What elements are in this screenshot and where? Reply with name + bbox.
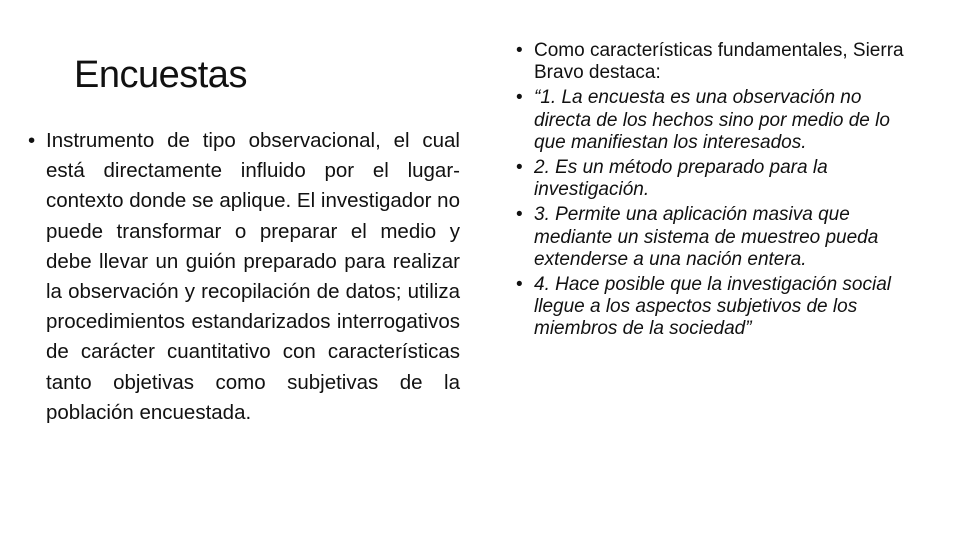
bullet-icon: • xyxy=(516,40,523,61)
right-text-column xyxy=(516,40,916,344)
slide-title: Encuestas xyxy=(74,54,247,96)
bullet-text: Como características fundamentales, Sierra Bravo destaca: xyxy=(534,40,904,84)
bullet-text: 4. Hace posible que la investigación social llegue a los aspectos subjetivos de los miembros de la sociedad” xyxy=(534,274,891,340)
bullet-icon: • xyxy=(516,87,523,109)
bullet-item xyxy=(516,274,916,341)
bullet-text: Instrumento de tipo observacional, el cual está directamente influido por el lugar-contexto donde se aplique. El investigador no puede transformar o preparar el medio y debe llevar un guión preparado para realizar la observación y recopilación de datos; utiliza procedimientos estandarizados interrogativos de carácter cuantitativo con características tanto objetivas como subjetivas de la población encuestada. xyxy=(46,129,460,424)
bullet-item xyxy=(28,126,460,428)
bullet-icon: • xyxy=(28,129,36,152)
left-bullet-list xyxy=(28,126,460,428)
bullet-icon: • xyxy=(516,157,523,179)
right-bullet-list xyxy=(516,40,916,341)
left-text-column xyxy=(28,126,460,428)
bullet-text: “1. La encuesta es una observación no directa de los hechos sino por medio de lo que manifiestan los interesados. xyxy=(534,87,890,153)
bullet-item xyxy=(516,157,916,201)
bullet-icon: • xyxy=(516,274,523,296)
bullet-text: 3. Permite una aplicación masiva que mediante un sistema de muestreo pueda extenderse a una nación entera. xyxy=(534,204,879,270)
bullet-item xyxy=(516,40,916,84)
bullet-item xyxy=(516,204,916,271)
bullet-icon: • xyxy=(516,204,523,226)
bullet-text: 2. Es un método preparado para la investigación. xyxy=(534,157,828,201)
bullet-item xyxy=(516,87,916,154)
